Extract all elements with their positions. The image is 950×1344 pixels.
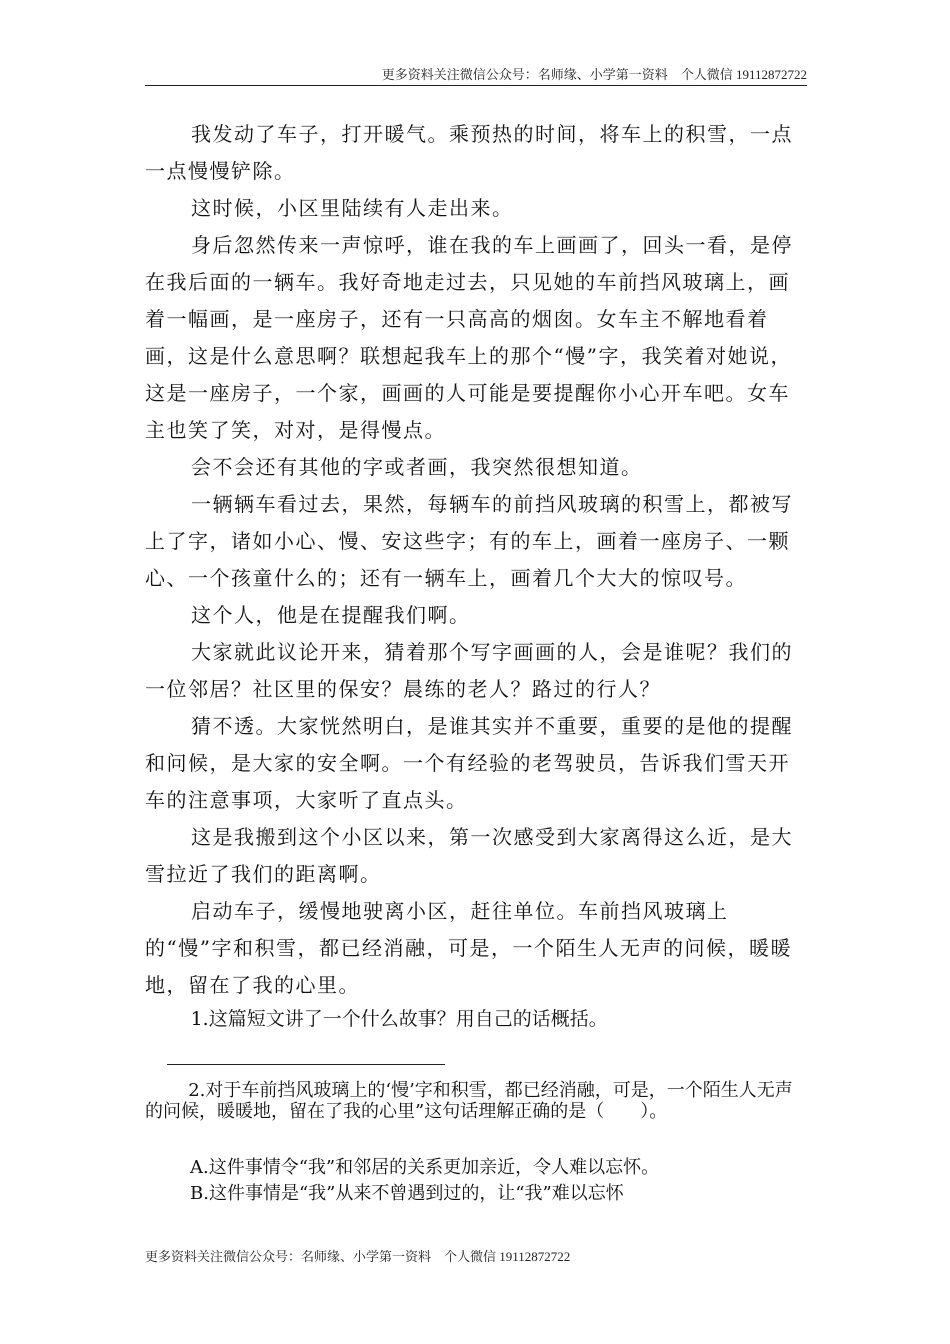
story-paragraph: 一辆辆车看过去，果然，每辆车的前挡风玻璃的积雪上，都被写上了字，诸如小心、慢、安这些字；有的车上，画着一座房子、一颗心、一个孩童什么的；还有一辆车上，画着几个大大的惊叹号。	[145, 492, 793, 590]
story-paragraph: 会不会还有其他的字或者画，我突然很想知道。	[191, 455, 643, 479]
story-paragraph: 这时候，小区里陆续有人走出来。	[191, 196, 514, 220]
answer-blank-line[interactable]	[167, 1064, 445, 1065]
question-2	[145, 1080, 810, 1122]
page-footer: 更多资料关注微信公众号：名师缘、小学第一资料 个人微信 19112872722	[145, 1249, 571, 1264]
page-header: 更多资料关注微信公众号：名师缘、小学第一资料 个人微信 19112872722	[381, 67, 807, 82]
story-paragraph: 身后忽然传来一声惊呼，谁在我的车上画画了，回头一看，是停在我后面的一辆车。我好奇地走过去，只见她的车前挡风玻璃上，画着一幅画，是一座房子，还有一只高高的烟囱。女车主不解地看着画，这是什么意思啊？联想起我车上的那个“慢”字，我笑着对她说，这是一座房子，一个家，画画的人可能是要提醒你小心开车吧。女车主也笑了笑，对对，是得慢点。	[145, 233, 793, 442]
story-body	[145, 116, 810, 1004]
option-b[interactable]: B.这件事情是“我”从来不曾遇到过的，让“我”难以忘怀	[190, 1183, 624, 1204]
story-paragraph: 大家就此议论开来，猜着那个写字画画的人，会是谁呢？我们的一位邻居？社区里的保安？晨练的老人？路过的行人？	[145, 640, 793, 701]
header-divider	[145, 85, 807, 86]
story-paragraph: 猜不透。大家恍然明白，是谁其实并不重要，重要的是他的提醒和问候，是大家的安全啊。一个有经验的老驾驶员，告诉我们雪天开车的注意事项，大家听了直点头。	[145, 714, 793, 812]
question-2-text: 2.对于车前挡风玻璃上的‘慢’字和积雪，都已经消融，可是，一个陌生人无声的问候，暖暖地，留在了我的心里”这句话理解正确的是（ ）。	[145, 1080, 793, 1122]
story-paragraph: 这是我搬到这个小区以来，第一次感受到大家离得这么近，是大雪拉近了我们的距离啊。	[145, 825, 793, 886]
story-paragraph: 这个人，他是在提醒我们啊。	[191, 603, 471, 627]
story-paragraph: 启动车子，缓慢地驶离小区，赶往单位。车前挡风玻璃上的“慢”字和积雪，都已经消融，可是，一个陌生人无声的问候，暖暖地，留在了我的心里。	[145, 899, 792, 997]
question-1: 1.这篇短文讲了一个什么故事？用自己的话概括。	[190, 1008, 608, 1030]
story-paragraph: 我发动了车子，打开暖气。乘预热的时间，将车上的积雪，一点一点慢慢铲除。	[145, 122, 793, 183]
option-a[interactable]: A.这件事情令“我”和邻居的关系更加亲近，令人难以忘怀。	[190, 1157, 660, 1178]
